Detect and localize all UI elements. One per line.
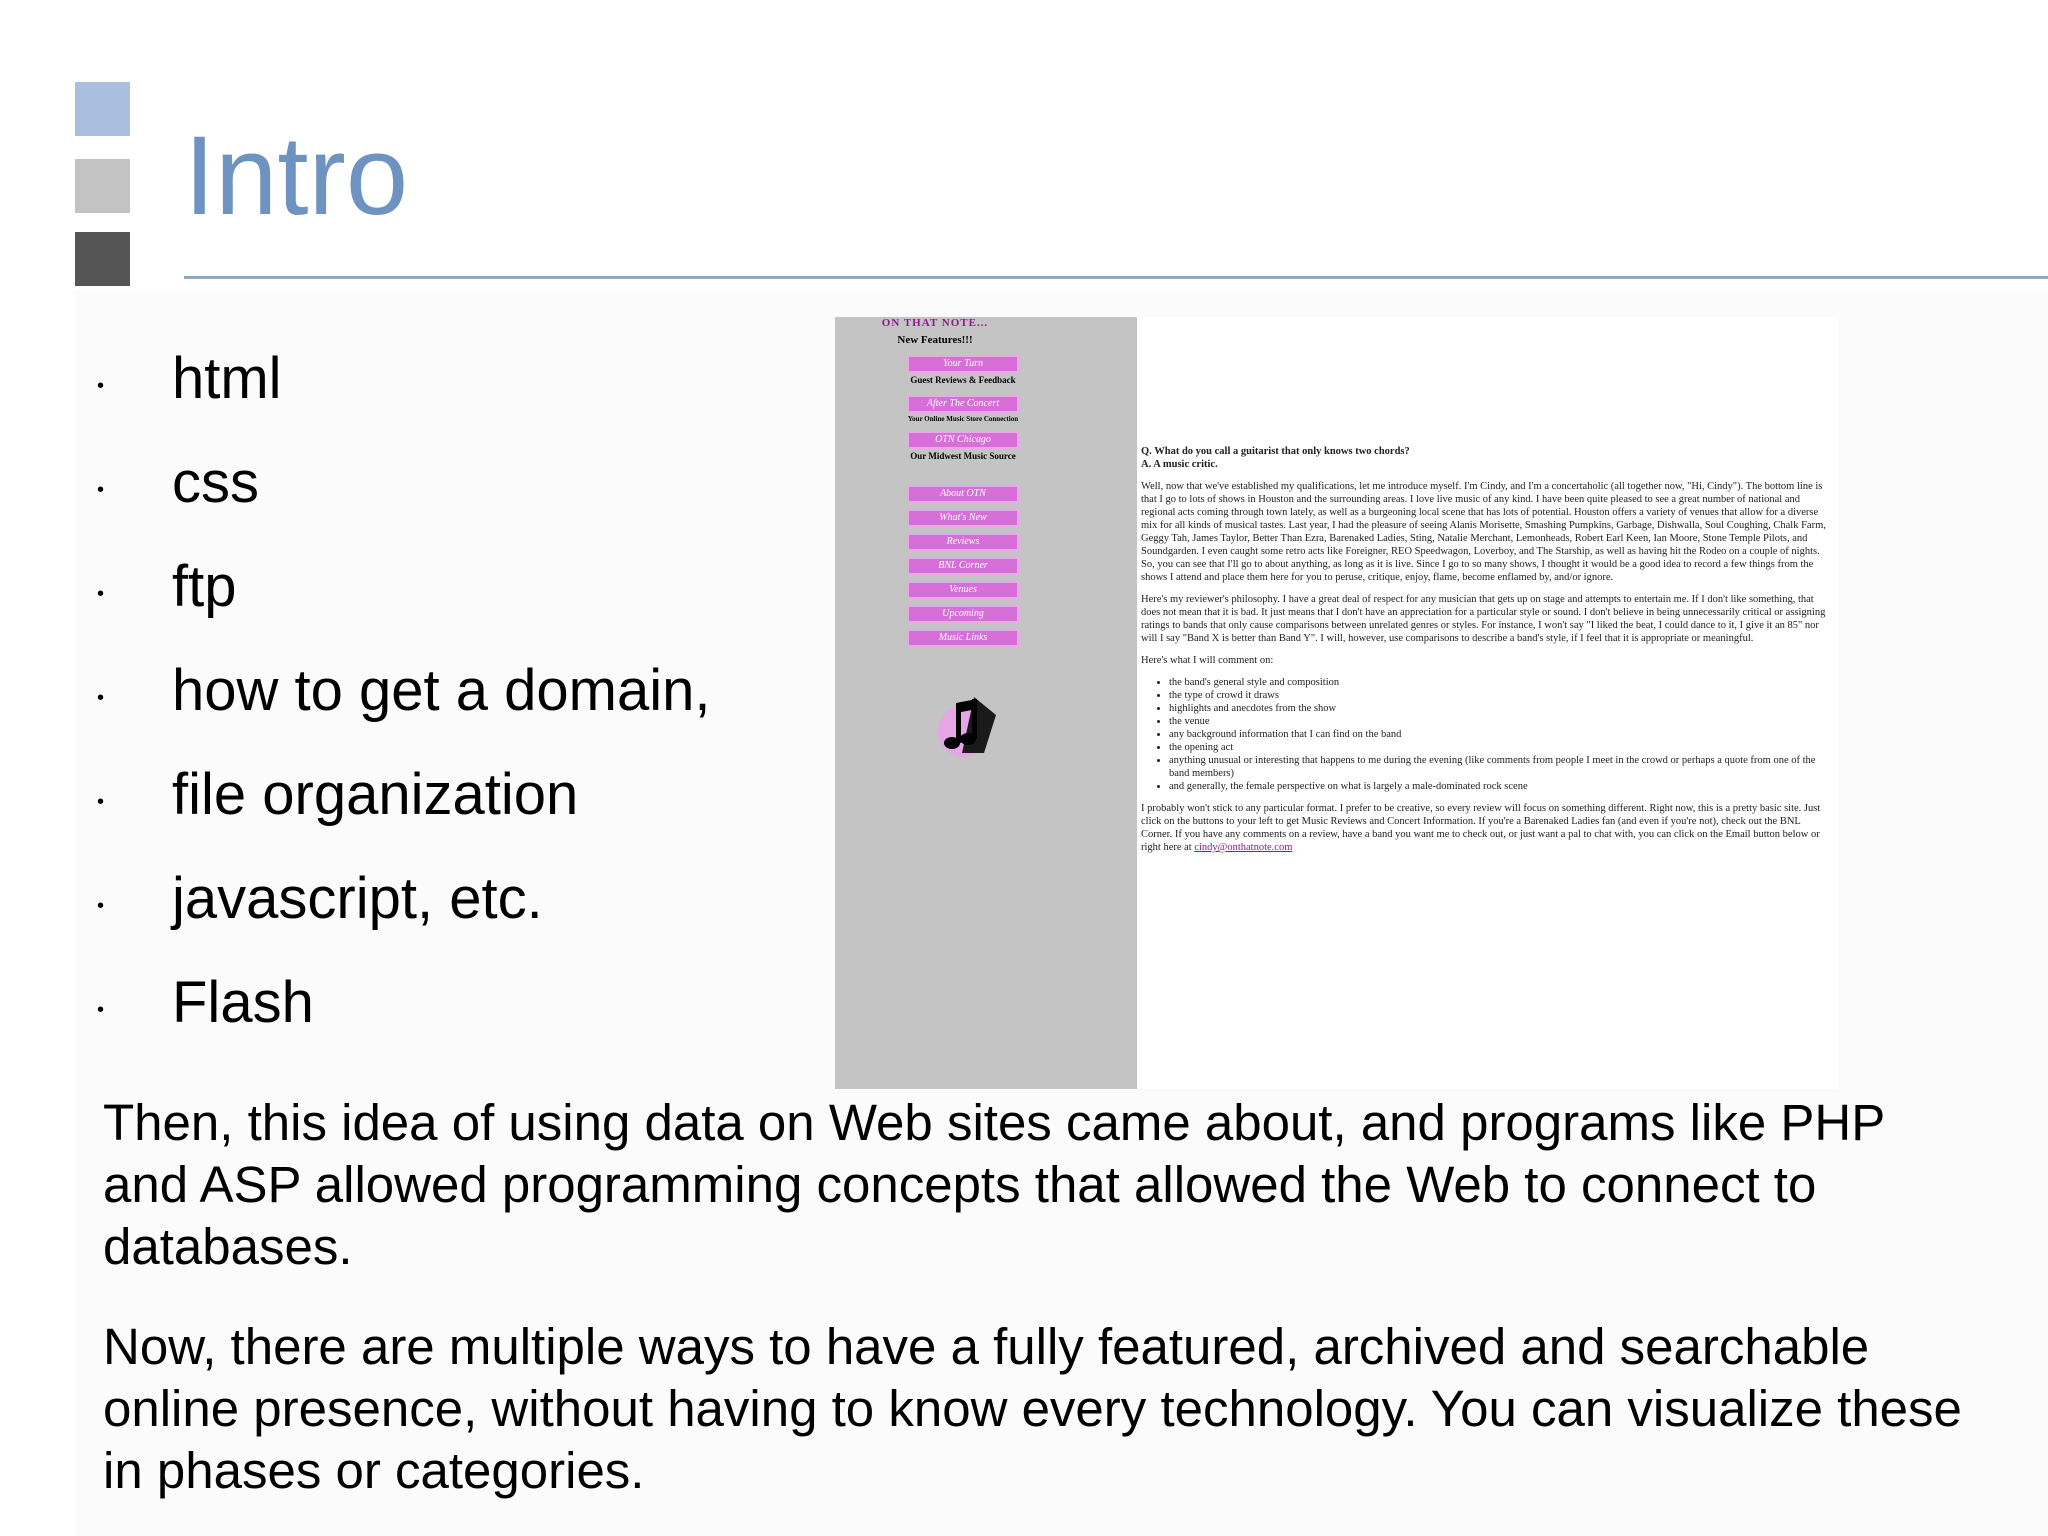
- bullet-item: • file organization: [97, 762, 579, 827]
- email-link[interactable]: cindy@onthatnote.com: [1194, 842, 1293, 853]
- nav-upcoming-button[interactable]: Upcoming: [907, 605, 1019, 623]
- title-rule: [184, 276, 2048, 279]
- philosophy-paragraph: Here's my reviewer's philosophy. I have a great deal of respect for any musician that gets up on stage and attempts to entertain me. If I don't like something, that does not mean that it is bad. It just means that I don't have an appreciation for a particular style or sound. I don't believe in being unnecessarily critical or assigning ratings to bands that only cause comparisons between unrelated genres or styles. For instance, I won't say "I liked the beat, I could dance to it, I give it an 85" nor will I say "Band X is better than Band Y". I will, however, use comparisons to describe a band's style, if I feel that it is appropriate or meaningful.: [1141, 594, 1826, 644]
- list-item: • and generally, the female perspective on what is largely a male-dominated rock scene: [1169, 780, 1831, 793]
- accent-square-blue: [75, 82, 130, 136]
- list-item: • the venue: [1169, 715, 1831, 728]
- bullet-dot: •: [97, 999, 105, 1021]
- music-note-icon: [928, 689, 1006, 767]
- screenshot-sidebar: [835, 317, 1137, 1089]
- joke-question: Q. What do you call a guitarist that only knows two chords?: [1141, 446, 1410, 457]
- bullet-dot: •: [97, 479, 105, 501]
- nav-whats-new-button[interactable]: What's New: [907, 509, 1019, 527]
- slide-title: Intro: [184, 113, 409, 238]
- accent-square-gray: [75, 159, 130, 213]
- bullet-item: • how to get a domain,: [97, 658, 711, 723]
- button-caption: Guest Reviews & Feedback: [910, 375, 1016, 385]
- screenshot-content: [1141, 445, 1831, 863]
- list-item: • the band's general style and composition: [1169, 676, 1831, 689]
- list-item: • highlights and anecdotes from the show: [1169, 702, 1831, 715]
- nav-music-links-button[interactable]: Music Links: [907, 629, 1019, 647]
- website-screenshot: [835, 317, 1838, 1089]
- bullet-dot: •: [97, 687, 105, 709]
- nav-bnl-corner-button[interactable]: BNL Corner: [907, 557, 1019, 575]
- list-item: • any background information that I can find on the band: [1169, 728, 1831, 741]
- comment-intro: Here's what I will comment on:: [1141, 655, 1274, 666]
- bullet-item: • html: [97, 346, 282, 411]
- site-brand: ON THAT NOTE...: [881, 317, 989, 329]
- bullet-item: • javascript, etc.: [97, 866, 543, 931]
- nav-reviews-button[interactable]: Reviews: [907, 533, 1019, 551]
- otn-chicago-button[interactable]: OTN Chicago: [907, 431, 1019, 449]
- bullet-dot: •: [97, 895, 105, 917]
- bullet-dot: •: [97, 583, 105, 605]
- bullet-dot: •: [97, 791, 105, 813]
- comment-list: [1141, 676, 1831, 793]
- nav-venues-button[interactable]: Venues: [907, 581, 1019, 599]
- bullet-dot: •: [97, 375, 105, 397]
- nav-about-button[interactable]: About OTN: [907, 485, 1019, 503]
- paragraph-data-web: Then, this idea of using data on Web sites came about, and programs like PHP and ASP allowed programming concepts that allowed the Web to connect to databases.: [103, 1094, 1885, 1275]
- button-caption: Our Midwest Music Source: [910, 451, 1016, 461]
- bullet-item: • Flash: [97, 970, 314, 1035]
- bullet-item: • ftp: [97, 554, 237, 619]
- after-concert-button[interactable]: After The Concert: [907, 395, 1019, 413]
- list-item: • anything unusual or interesting that happens to me during the evening (like comments from people I meet in the crowd or perhaps a quote from one of the band members): [1169, 754, 1831, 780]
- new-features-label: New Features!!!: [897, 334, 973, 346]
- format-paragraph: I probably won't stick to any particular format. I prefer to be creative, so every review will focus on something different. Right now, this is a pretty basic site. Just click on the buttons to your left to get Music Reviews and Concert Information. If you're a Barenaked Ladies fan (and even if you're not), check out the BNL Corner. If you have any comments on a review, have a band you want me to check out, or just want a pal to chat with, you can click on the Email button below or right here at cindy@onthatnote.com: [1141, 803, 1821, 853]
- paragraph-online-presence: Now, there are multiple ways to have a fully featured, archived and searchable online presence, without having to know every technology. You can visualize these in phases or categories.: [103, 1318, 1962, 1499]
- button-caption: Your Online Music Store Connection: [907, 415, 1019, 423]
- list-item: • the type of crowd it draws: [1169, 689, 1831, 702]
- your-turn-button[interactable]: Your Turn: [907, 355, 1019, 373]
- joke-answer: A. A music critic.: [1141, 459, 1218, 470]
- intro-paragraph: Well, now that we've established my qualifications, let me introduce myself. I'm Cindy, and I'm a concertaholic (all together now, "Hi, Cindy"). The bottom line is that I go to lots of shows in Houston and the surrounding areas. I love live music of any kind. I have been quite pleased to see a great number of national and regional acts coming through town lately, as well as a burgeoning local scene that has lots of potential. Houston offers a variety of venues that allow for a diverse mix for all kinds of musical tastes. Last year, I had the pleasure of seeing Alanis Morisette, Smashing Pumpkins, Garbage, Dishwalla, Soul Coughing, Chalk Farm, Geggy Tah, James Taylor, Better Than Ezra, Barenaked Ladies, Sting, Natalie Merchant, Lemonheads, Robert Earl Keen, Ian Moore, Stone Temple Pilots, and Soundgarden. I even caught some retro acts like Foreigner, REO Speedwagon, Loverboy, and The Starship, as well as having hit the Rodeo on a couple of nights. So, you can see that I'll go to about anything, as long as it is live. Since I go to so many shows, I thought it would be a good idea to record a few things from the shows I attend and place them here for you to peruse, critique, enjoy, flame, become enflamed by, and/or ignore.: [1141, 481, 1826, 583]
- accent-square-dark: [75, 232, 130, 286]
- list-item: • the opening act: [1169, 741, 1831, 754]
- bullet-list: [97, 346, 797, 1078]
- bullet-item: • css: [97, 450, 259, 515]
